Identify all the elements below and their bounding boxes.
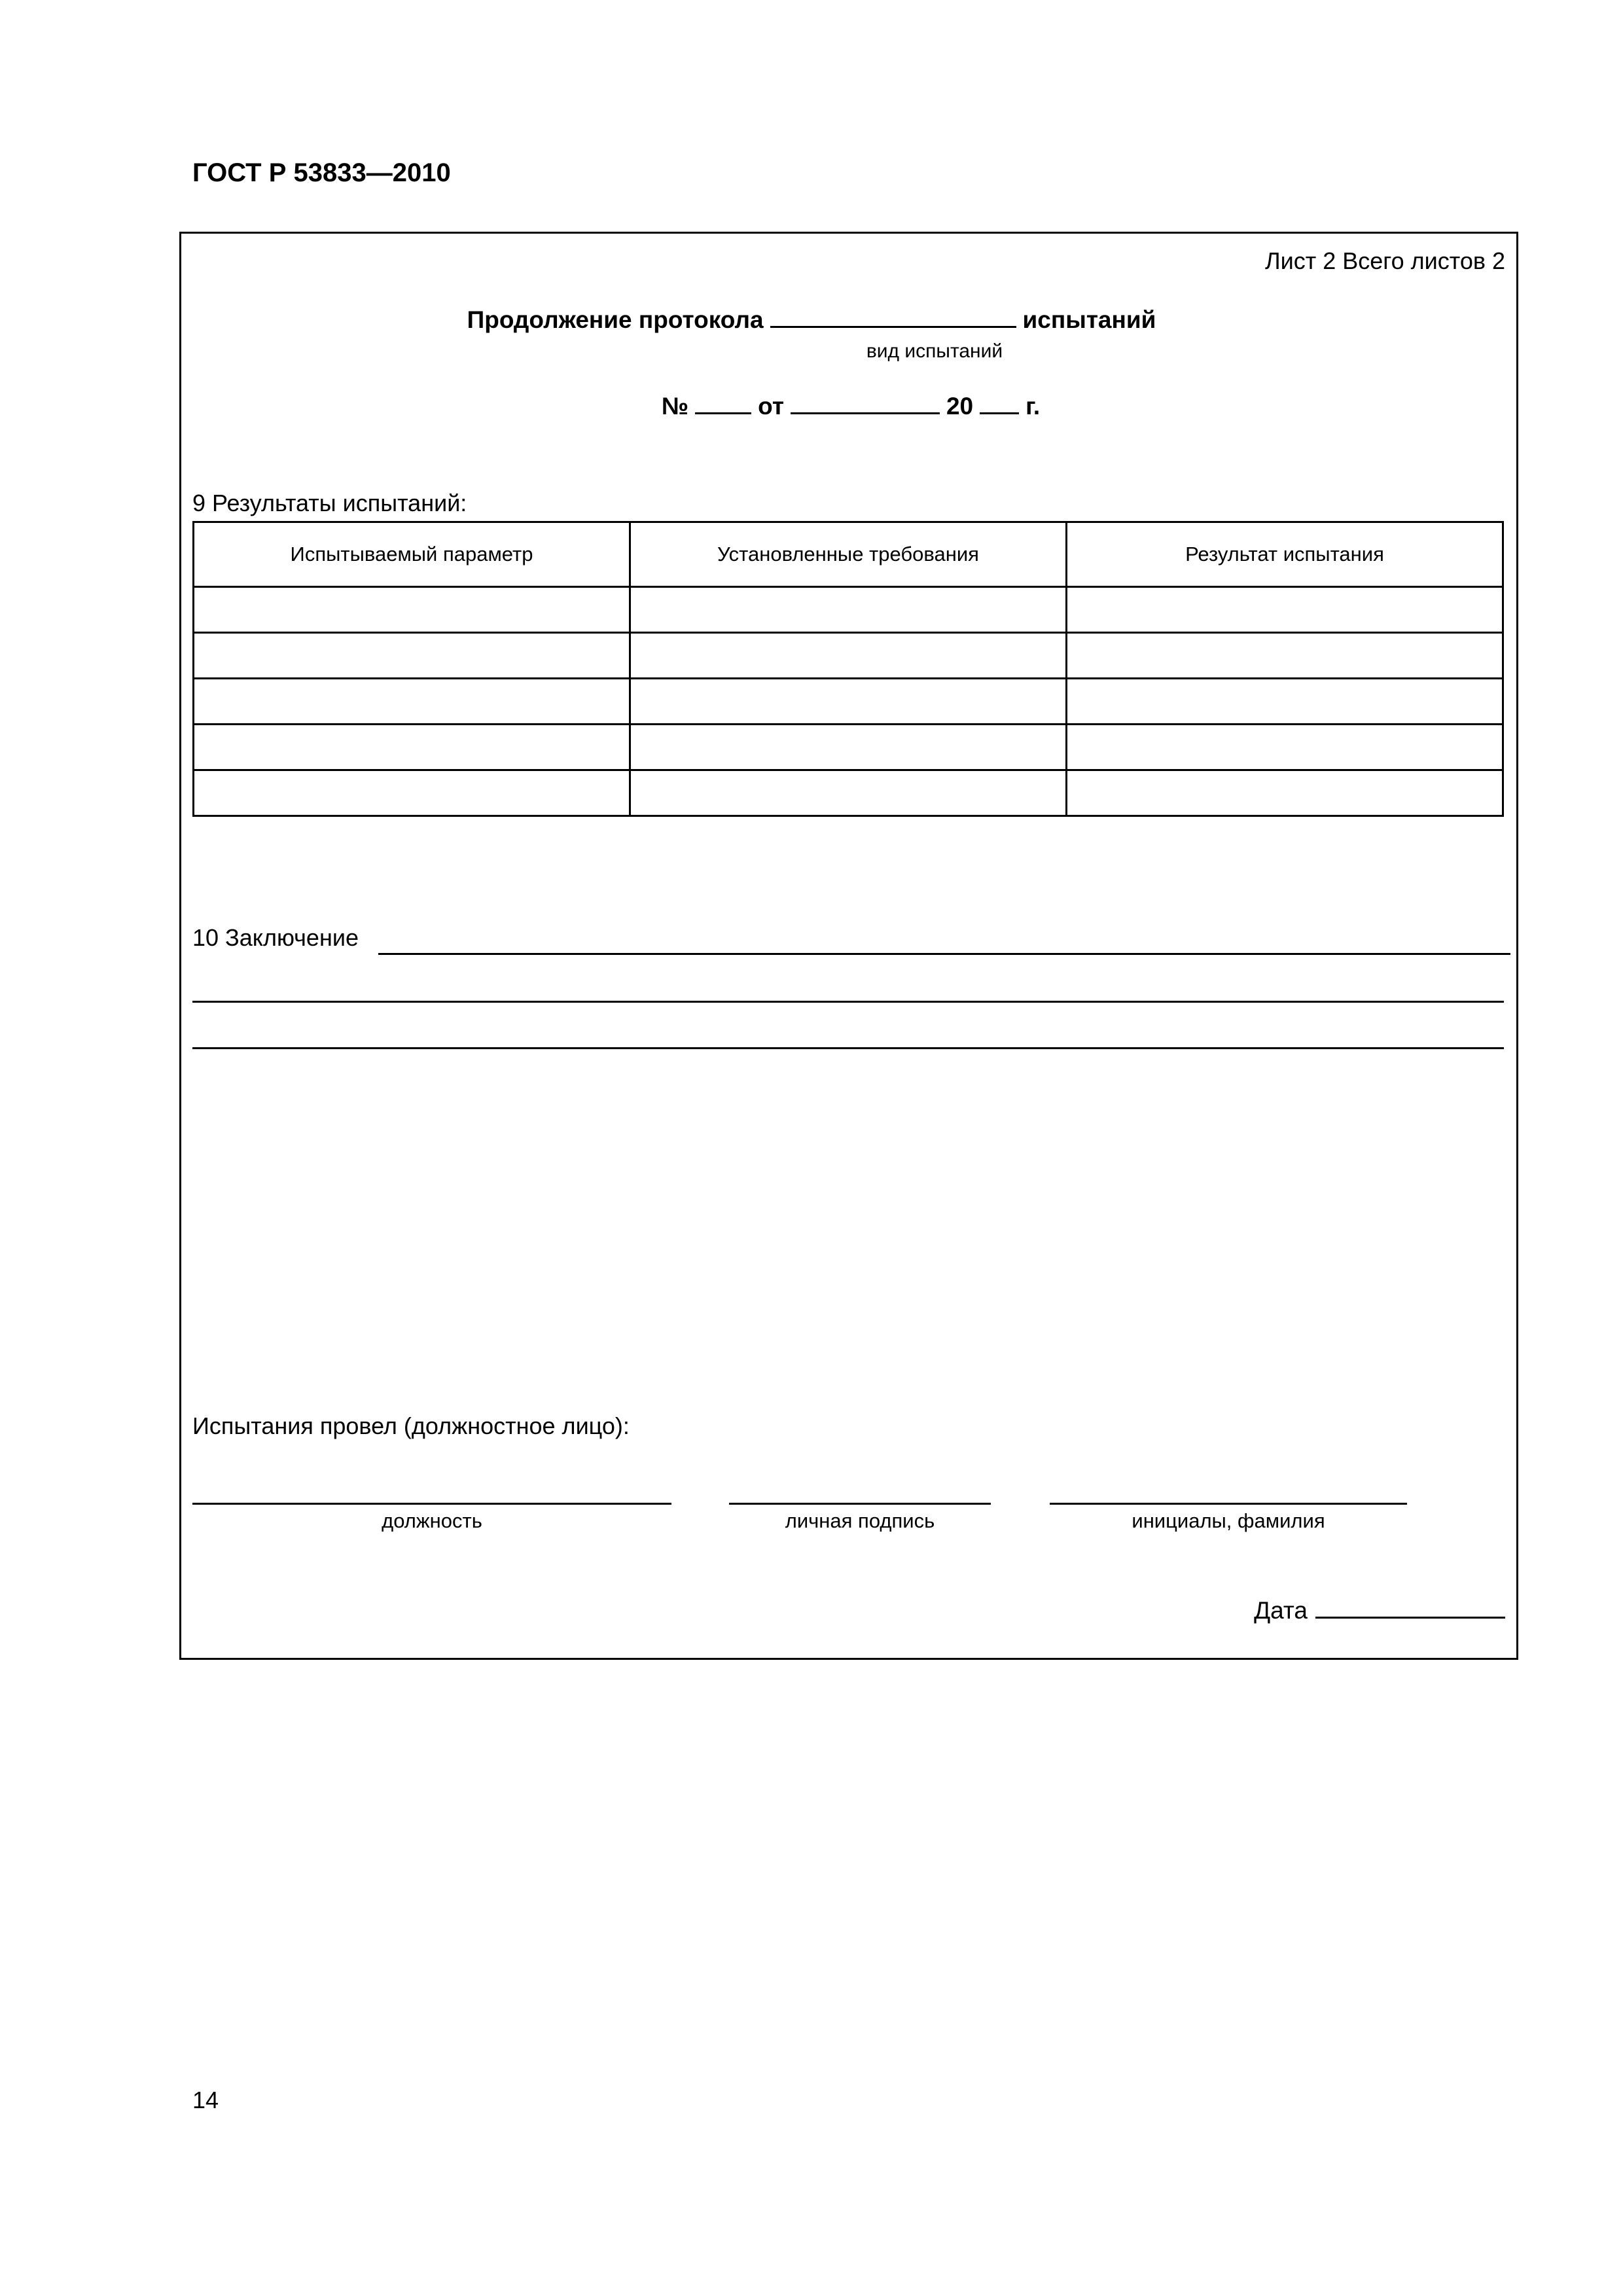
date-blank[interactable] — [1315, 1614, 1505, 1619]
year-prefix: 20 — [946, 393, 974, 420]
protocol-date-blank[interactable] — [791, 410, 940, 414]
table-row — [194, 679, 1503, 725]
date-field — [1254, 1597, 1505, 1624]
conclusion-line-2[interactable] — [192, 1001, 1504, 1003]
title-prefix: Продолжение протокола — [467, 306, 764, 333]
protocol-year-blank[interactable] — [980, 410, 1019, 414]
table-row — [194, 725, 1503, 770]
table-row — [194, 633, 1503, 679]
table-cell[interactable] — [630, 587, 1067, 633]
column-header-parameter: Испытываемый параметр — [194, 522, 630, 587]
signature-line[interactable] — [729, 1503, 991, 1505]
date-label: Дата — [1254, 1597, 1308, 1624]
test-type-blank[interactable] — [770, 323, 1016, 328]
table-cell[interactable] — [194, 770, 630, 816]
table-cell[interactable] — [630, 633, 1067, 679]
column-header-result: Результат испытания — [1067, 522, 1503, 587]
table-header-row — [194, 522, 1503, 587]
page-number: 14 — [192, 2087, 219, 2113]
name-line[interactable] — [1050, 1503, 1407, 1505]
protocol-number-line — [0, 393, 1623, 420]
results-section-label: 9 Результаты испытаний: — [192, 490, 467, 516]
table-cell[interactable] — [194, 725, 630, 770]
conclusion-line-1[interactable] — [378, 953, 1510, 955]
table-cell[interactable] — [1067, 633, 1503, 679]
test-type-caption: вид испытаний — [866, 340, 1003, 362]
conclusion-label: 10 Заключение — [192, 924, 359, 951]
protocol-title — [0, 306, 1623, 334]
from-label: от — [758, 393, 784, 420]
table-cell[interactable] — [194, 633, 630, 679]
table-cell[interactable] — [1067, 587, 1503, 633]
document-code: ГОСТ Р 53833—2010 — [192, 158, 451, 187]
table-cell[interactable] — [194, 679, 630, 725]
results-table — [192, 521, 1504, 817]
form-frame — [179, 232, 1518, 1660]
table-cell[interactable] — [1067, 770, 1503, 816]
title-suffix: испытаний — [1022, 306, 1156, 333]
table-cell[interactable] — [630, 725, 1067, 770]
protocol-number-blank[interactable] — [695, 410, 751, 414]
name-caption: инициалы, фамилия — [1132, 1509, 1325, 1532]
table-cell[interactable] — [194, 587, 630, 633]
year-suffix: г. — [1026, 393, 1041, 420]
sheet-info: Лист 2 Всего листов 2 — [1264, 247, 1505, 274]
table-cell[interactable] — [1067, 725, 1503, 770]
position-line[interactable] — [192, 1503, 671, 1505]
table-row — [194, 770, 1503, 816]
conclusion-line-3[interactable] — [192, 1047, 1504, 1049]
table-row — [194, 587, 1503, 633]
number-sign: № — [661, 393, 689, 420]
signature-caption: личная подпись — [785, 1509, 935, 1532]
table-cell[interactable] — [630, 679, 1067, 725]
column-header-requirements: Установленные требования — [630, 522, 1067, 587]
position-caption: должность — [382, 1509, 482, 1532]
table-cell[interactable] — [1067, 679, 1503, 725]
conducted-by-label: Испытания провел (должностное лицо): — [192, 1412, 630, 1439]
table-cell[interactable] — [630, 770, 1067, 816]
